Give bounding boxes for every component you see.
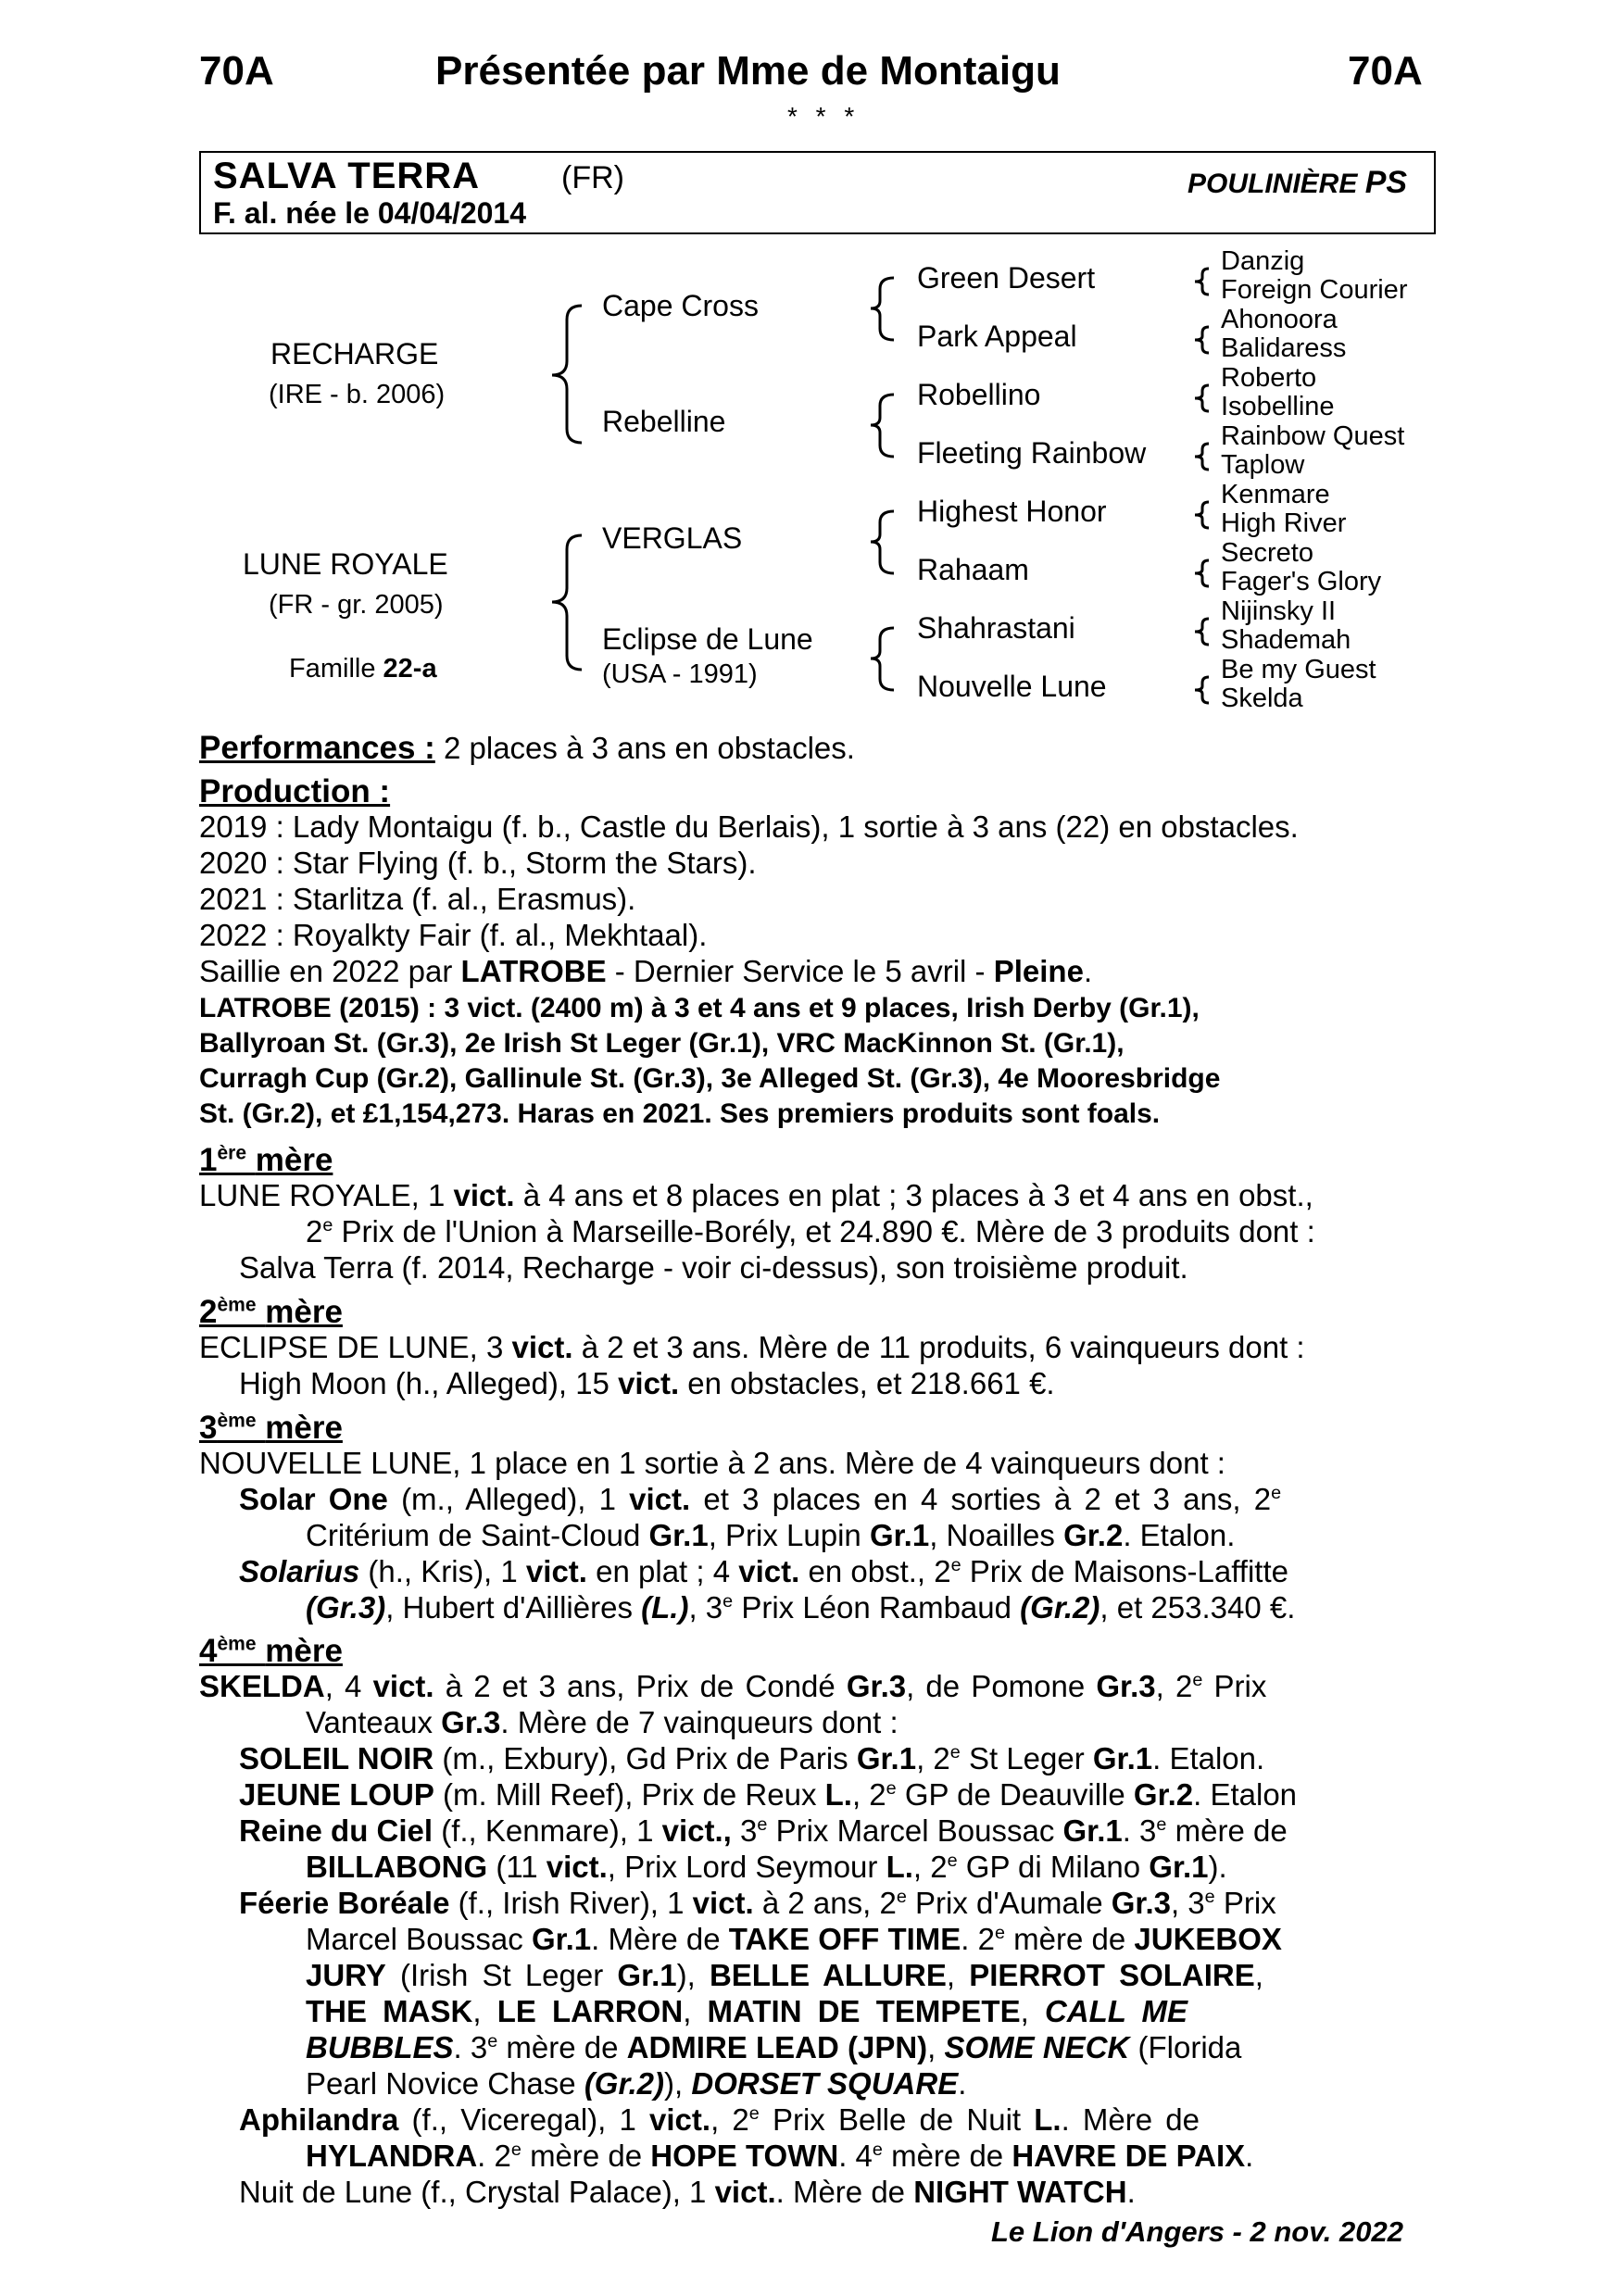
- gen3-item: Nouvelle Lune: [917, 670, 1107, 703]
- latrobe-line: St. (Gr.2), et £1,154,273. Haras en 2021. Ses premiers produits sont foals.: [199, 1098, 1161, 1129]
- gen4-item: Danzig: [1221, 246, 1305, 276]
- mere2-line: ECLIPSE DE LUNE, 3 vict. à 2 et 3 ans. Mère de 11 produits, 6 vainqueurs dont :: [199, 1330, 1305, 1364]
- gen3-item: Robellino: [917, 378, 1041, 411]
- mere2-heading: 2ème mère: [199, 1294, 343, 1330]
- mere4-aphi-line: HYLANDRA. 2e mère de HOPE TOWN. 4e mère de HAVRE DE PAIX.: [306, 2139, 1254, 2173]
- gen4-item: Balidaress: [1221, 333, 1347, 363]
- mere4-feerie-line: Féerie Boréale (f., Irish River), 1 vict. à 2 ans, 2e Prix d'Aumale Gr.3, 3e Prix: [239, 1886, 1276, 1920]
- sire-name: RECHARGE: [270, 337, 439, 370]
- gen4-item: Be my Guest: [1221, 655, 1376, 684]
- dam-info: (FR - gr. 2005): [269, 590, 444, 620]
- gen3-item: Shahrastani: [917, 611, 1075, 645]
- separator-stars: * * *: [787, 102, 861, 131]
- mere4-feerie-line: JURY (Irish St Leger Gr.1), BELLE ALLURE, PIERROT SOLAIRE,: [306, 1958, 1263, 1992]
- performances: Performances : 2 places à 3 ans en obstacles.: [199, 730, 855, 766]
- gen3-item: Rahaam: [917, 553, 1029, 586]
- footer-sale-info: Le Lion d'Angers - 2 nov. 2022: [991, 2215, 1403, 2248]
- gen4-item: Rainbow Quest: [1221, 421, 1405, 451]
- gen4-item: Foreign Courier: [1221, 275, 1408, 305]
- gen3-item: Green Desert: [917, 261, 1096, 295]
- production-item: 2021 : Starlitza (f. al., Erasmus).: [199, 882, 636, 916]
- gen3-item: Fleeting Rainbow: [917, 436, 1147, 470]
- production-heading: Production :: [199, 773, 391, 809]
- mere3-solar-line: Solar One (m., Alleged), 1 vict. et 3 places en 4 sorties à 2 et 3 ans, 2e: [239, 1482, 1282, 1516]
- pedigree-braces: [0, 0, 1621, 741]
- mere1-heading: 1ère mère: [199, 1142, 333, 1178]
- mere4-heading: 4ème mère: [199, 1633, 343, 1669]
- gen4-item: Secreto: [1221, 538, 1313, 568]
- mere4-reine-line: Reine du Ciel (f., Kenmare), 1 vict., 3e Prix Marcel Boussac Gr.1. 3e mère de: [239, 1813, 1288, 1848]
- gen4-item: High River: [1221, 508, 1347, 538]
- mere3-heading: 3ème mère: [199, 1410, 343, 1446]
- latrobe-line: LATROBE (2015) : 3 vict. (2400 m) à 3 et 4 ans et 9 places, Irish Derby (Gr.1),: [199, 993, 1200, 1023]
- gen4-item: Nijinsky II: [1221, 596, 1337, 626]
- gen2-item: VERGLAS: [602, 521, 743, 555]
- mere4-line: Vanteaux Gr.3. Mère de 7 vainqueurs dont :: [306, 1705, 898, 1739]
- famille: Famille 22-a: [289, 654, 437, 684]
- mere4-jeune-line: JEUNE LOUP (m. Mill Reef), Prix de Reux L., 2e GP de Deauville Gr.2. Etalon: [239, 1777, 1298, 1812]
- production-item: 2019 : Lady Montaigu (f. b., Castle du Berlais), 1 sortie à 3 ans (22) en obstacles.: [199, 809, 1299, 844]
- mere4-feerie-line: Marcel Boussac Gr.1. Mère de TAKE OFF TIME. 2e mère de JUKEBOX: [306, 1922, 1282, 1956]
- mere3-solarius-line: (Gr.3), Hubert d'Aillières (L.), 3e Prix Léon Rambaud (Gr.2), et 253.340 €.: [306, 1590, 1296, 1625]
- mere4-feerie-line: BUBBLES. 3e mère de ADMIRE LEAD (JPN), SOME NECK (Florida: [306, 2030, 1242, 2064]
- lot-number-left: 70A: [199, 48, 274, 94]
- gen2-item: Eclipse de Lune: [602, 622, 813, 656]
- gen2-note: (USA - 1991): [602, 659, 758, 689]
- mere3-solar-line: Critérium de Saint-Cloud Gr.1, Prix Lupin Gr.1, Noailles Gr.2. Etalon.: [306, 1518, 1236, 1552]
- gen4-item: Kenmare: [1221, 480, 1330, 509]
- mere3-solarius-line: Solarius (h., Kris), 1 vict. en plat ; 4 vict. en obst., 2e Prix de Maisons-Laffitte: [239, 1554, 1288, 1588]
- mere4-reine-line: BILLABONG (11 vict., Prix Lord Seymour L., 2e GP di Milano Gr.1).: [306, 1850, 1227, 1884]
- production-item: 2020 : Star Flying (f. b., Storm the Stars).: [199, 846, 757, 880]
- mere4-feerie-line: THE MASK, LE LARRON, MATIN DE TEMPETE, CALL ME: [306, 1994, 1187, 2028]
- mere1-line: 2e Prix de l'Union à Marseille-Borély, et 24.890 €. Mère de 3 produits dont :: [306, 1214, 1315, 1248]
- gen4-item: Skelda: [1221, 684, 1303, 713]
- mere4-feerie-line: Pearl Novice Chase (Gr.2)), DORSET SQUARE.: [306, 2066, 967, 2101]
- gen2-item: Cape Cross: [602, 289, 759, 322]
- mere4-line: SKELDA, 4 vict. à 2 et 3 ans, Prix de Condé Gr.3, de Pomone Gr.3, 2e Prix: [199, 1669, 1267, 1703]
- gen4-item: Fager's Glory: [1221, 567, 1382, 596]
- mere1-line: LUNE ROYALE, 1 vict. à 4 ans et 8 places en plat ; 3 places à 3 et 4 ans en obst.,: [199, 1178, 1313, 1212]
- mere4-soleil-line: SOLEIL NOIR (m., Exbury), Gd Prix de Paris Gr.1, 2e St Leger Gr.1. Etalon.: [239, 1741, 1265, 1775]
- sire-info: (IRE - b. 2006): [269, 380, 446, 409]
- gen4-item: Isobelline: [1221, 392, 1335, 421]
- gen3-item: Park Appeal: [917, 320, 1077, 353]
- mere1-line: Salva Terra (f. 2014, Recharge - voir ci-dessus), son troisième produit.: [239, 1250, 1188, 1285]
- gen4-item: Roberto: [1221, 363, 1317, 393]
- horse-origin: (FR): [561, 160, 624, 195]
- lot-number-right: 70A: [1348, 48, 1423, 94]
- page-title: Présentée par Mme de Montaigu: [435, 48, 1061, 94]
- production-item: 2022 : Royalkty Fair (f. al., Mekhtaal).: [199, 918, 708, 952]
- latrobe-line: Ballyroan St. (Gr.3), 2e Irish St Leger (Gr.1), VRC MacKinnon St. (Gr.1),: [199, 1028, 1125, 1059]
- mere4-nuit-line: Nuit de Lune (f., Crystal Palace), 1 vict.. Mère de NIGHT WATCH.: [239, 2175, 1136, 2209]
- mere4-aphi-line: Aphilandra (f., Viceregal), 1 vict., 2e Prix Belle de Nuit L.. Mère de: [239, 2102, 1200, 2137]
- gen2-item: Rebelline: [602, 405, 726, 438]
- mere3-line: NOUVELLE LUNE, 1 place en 1 sortie à 2 ans. Mère de 4 vainqueurs dont :: [199, 1446, 1225, 1480]
- horse-birth: F. al. née le 04/04/2014: [213, 196, 527, 230]
- saillie-line: Saillie en 2022 par LATROBE - Dernier Service le 5 avril - Pleine.: [199, 954, 1093, 988]
- mere2-line: High Moon (h., Alleged), 15 vict. en obstacles, et 218.661 €.: [239, 1366, 1055, 1400]
- horse-category: POULINIÈRE PS: [1187, 165, 1408, 200]
- gen3-item: Highest Honor: [917, 495, 1107, 528]
- horse-name: SALVA TERRA: [213, 156, 481, 196]
- gen4-item: Ahonoora: [1221, 305, 1338, 334]
- gen4-item: Shademah: [1221, 625, 1351, 655]
- gen4-item: Taplow: [1221, 450, 1305, 480]
- dam-name: LUNE ROYALE: [243, 547, 448, 581]
- latrobe-line: Curragh Cup (Gr.2), Gallinule St. (Gr.3), 3e Alleged St. (Gr.3), 4e Mooresbridge: [199, 1063, 1221, 1094]
